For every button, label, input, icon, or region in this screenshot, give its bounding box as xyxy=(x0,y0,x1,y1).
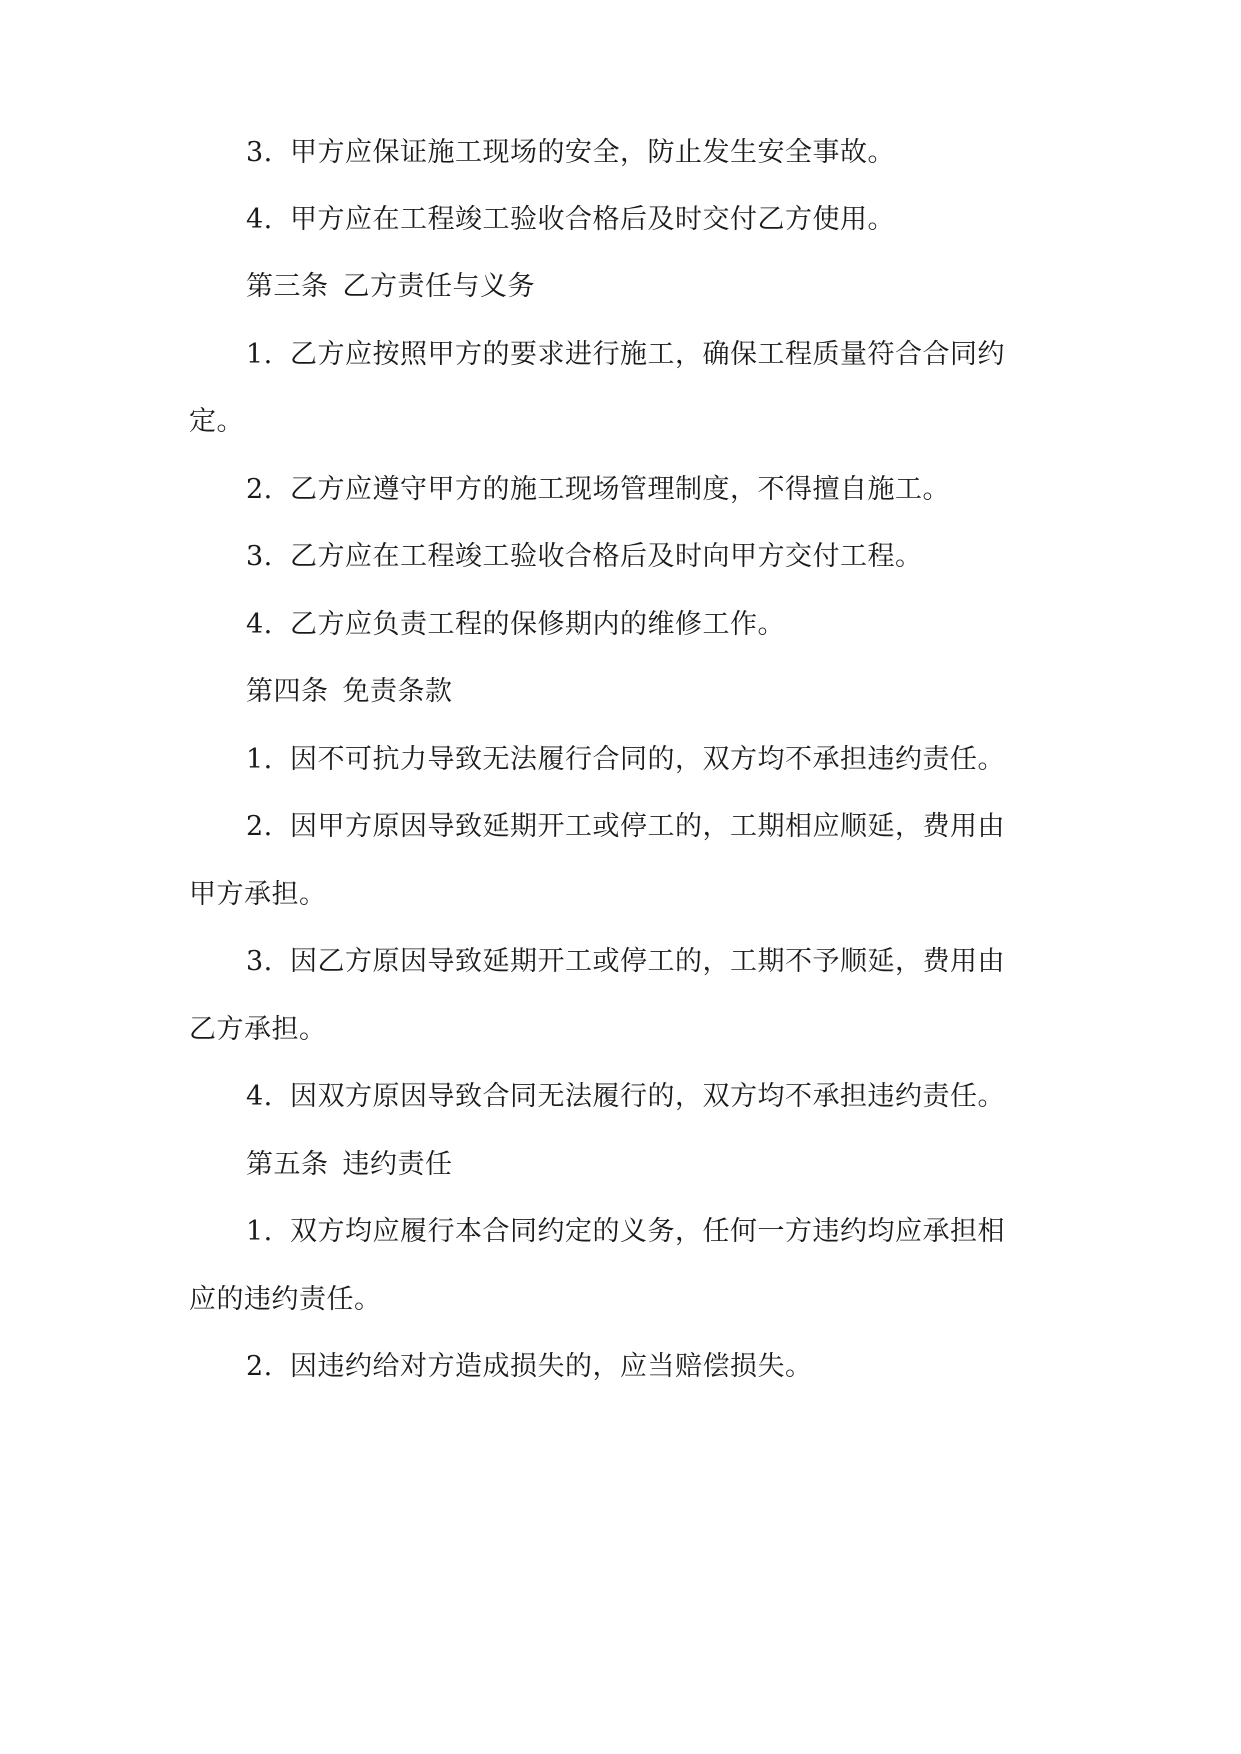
item-text: 甲方应保证施工现场的安全，防止发生安全事故。 xyxy=(290,137,895,168)
article-number: 第四条 xyxy=(246,676,329,707)
article-number: 第三条 xyxy=(246,271,329,302)
item-number: 1. xyxy=(246,1216,273,1247)
item-number: 4. xyxy=(246,204,273,235)
article-heading xyxy=(246,675,453,709)
item-text: 甲方应在工程竣工验收合格后及时交付乙方使用。 xyxy=(290,204,895,235)
item-text: 因乙方原因导致延期开工或停工的，工期不予顺延，费用由 xyxy=(290,946,1005,977)
item-text: 乙方应负责工程的保修期内的维修工作。 xyxy=(290,609,785,640)
clause-item xyxy=(246,203,895,237)
clause-continuation xyxy=(189,878,327,912)
item-text: 乙方应遵守甲方的施工现场管理制度，不得擅自施工。 xyxy=(290,474,950,505)
item-number: 2. xyxy=(246,474,273,505)
item-number: 2. xyxy=(246,1351,273,1382)
clause-item xyxy=(246,338,1005,372)
item-text: 乙方承担。 xyxy=(189,1014,327,1045)
item-text: 乙方应在工程竣工验收合格后及时向甲方交付工程。 xyxy=(290,541,923,572)
clause-continuation xyxy=(189,1283,382,1317)
clause-item xyxy=(246,136,895,170)
item-number: 2. xyxy=(246,811,273,842)
article-title: 乙方责任与义务 xyxy=(342,271,535,302)
item-text: 因双方原因导致合同无法履行的，双方均不承担违约责任。 xyxy=(290,1081,1005,1112)
clause-item xyxy=(246,945,1005,979)
item-text: 因违约给对方造成损失的，应当赔偿损失。 xyxy=(290,1351,813,1382)
clause-continuation xyxy=(189,405,244,439)
item-text: 因甲方原因导致延期开工或停工的，工期相应顺延，费用由 xyxy=(290,811,1005,842)
item-number: 3. xyxy=(246,137,273,168)
clause-continuation xyxy=(189,1013,327,1047)
clause-item xyxy=(246,1350,813,1384)
item-text: 乙方应按照甲方的要求进行施工，确保工程质量符合合同约 xyxy=(290,339,1005,370)
item-text: 甲方承担。 xyxy=(189,879,327,910)
article-title: 免责条款 xyxy=(342,676,453,707)
clause-item xyxy=(246,810,1005,844)
article-heading xyxy=(246,1148,453,1182)
clause-item xyxy=(246,608,785,642)
article-number: 第五条 xyxy=(246,1149,329,1180)
clause-item xyxy=(246,1215,1005,1249)
article-heading xyxy=(246,270,535,304)
article-title: 违约责任 xyxy=(342,1149,453,1180)
item-text: 应的违约责任。 xyxy=(189,1284,382,1315)
clause-item xyxy=(246,540,923,574)
item-number: 4. xyxy=(246,609,273,640)
clause-item xyxy=(246,473,950,507)
item-text: 定。 xyxy=(189,406,244,437)
clause-item xyxy=(246,1080,1005,1114)
item-number: 4. xyxy=(246,1081,273,1112)
item-text: 双方均应履行本合同约定的义务，任何一方违约均应承担相 xyxy=(290,1216,1005,1247)
item-number: 1. xyxy=(246,744,273,775)
item-number: 3. xyxy=(246,946,273,977)
item-text: 因不可抗力导致无法履行合同的，双方均不承担违约责任。 xyxy=(290,744,1005,775)
clause-item xyxy=(246,743,1005,777)
item-number: 3. xyxy=(246,541,273,572)
item-number: 1. xyxy=(246,339,273,370)
